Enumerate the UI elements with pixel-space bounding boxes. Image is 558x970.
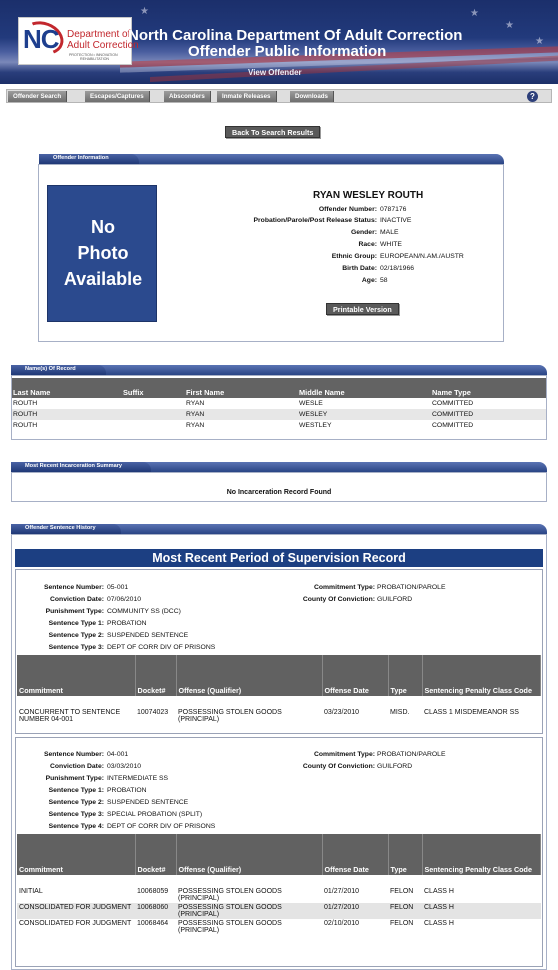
sentence-history-tab-label: Offender Sentence History	[25, 525, 96, 531]
cell: WESLE	[299, 400, 323, 407]
nav-absconders[interactable]: Absconders	[164, 91, 211, 102]
cell: COMMITTED	[431, 409, 546, 420]
commitment-type-value: PROBATION/PAROLE	[377, 584, 446, 591]
photo-text: Photo	[77, 243, 129, 263]
cell: RYAN	[185, 409, 298, 420]
cell: CLASS 1 MISDEMEANOR SS	[424, 709, 519, 716]
cell: INITIAL	[19, 888, 43, 895]
col-first-name: First Name	[185, 378, 298, 398]
logo-line2: Adult Correction	[67, 40, 139, 51]
race-value: WHITE	[380, 241, 402, 248]
conviction-date-label: Conviction Date:	[49, 763, 104, 770]
commitment-type-label: Commitment Type:	[313, 751, 375, 758]
incarceration-tab	[11, 462, 151, 472]
sentence-table	[17, 834, 541, 935]
col-penalty-class: Sentencing Penalty Class Code	[422, 655, 541, 696]
nav-inmate-releases[interactable]: Inmate Releases	[217, 91, 277, 102]
star-icon: ★	[140, 6, 149, 17]
help-icon[interactable]: ?	[527, 91, 538, 102]
table-row	[17, 919, 541, 935]
offender-number-value: 0787176	[380, 206, 407, 213]
sentence-type-3-label: Sentence Type 3:	[48, 644, 104, 651]
sentence-type-1-value: PROBATION	[107, 787, 147, 794]
ethnic-group-label: Ethnic Group:	[331, 253, 377, 260]
table-row	[12, 398, 546, 409]
cell: RYAN	[186, 400, 205, 407]
offender-number-label: Offender Number:	[318, 206, 377, 213]
col-offense-date: Offense Date	[322, 834, 388, 875]
cell: FELON	[388, 903, 422, 919]
sentence-type-1-value: PROBATION	[107, 620, 147, 627]
offender-name: RYAN WESLEY ROUTH	[313, 190, 424, 201]
cell: CONSOLIDATED FOR JUDGMENT	[17, 903, 135, 919]
cell: COMMITTED	[432, 422, 474, 429]
sentence-number-label: Sentence Number:	[43, 584, 104, 591]
punishment-type-value: INTERMEDIATE SS	[107, 775, 169, 782]
cell: 10068060	[135, 903, 176, 919]
site-title: North Carolina Department Of Adult Correction	[128, 27, 463, 44]
col-commitment: Commitment	[17, 834, 135, 875]
star-icon: ★	[470, 8, 479, 19]
star-icon: ★	[505, 20, 514, 31]
sentence-type-2-label: Sentence Type 2:	[48, 799, 104, 806]
cell: 10068059	[137, 888, 169, 895]
cell	[122, 420, 185, 431]
birth-date-value: 02/18/1966	[380, 265, 415, 272]
col-type: Type	[388, 655, 422, 696]
punishment-type-label: Punishment Type:	[45, 608, 104, 615]
county-label: County Of Conviction:	[302, 763, 375, 770]
conviction-date-label: Conviction Date:	[49, 596, 104, 603]
age-value: 58	[380, 277, 388, 284]
race-label: Race:	[358, 241, 377, 248]
cell: POSSESSING STOLEN GOODS (PRINCIPAL)	[178, 709, 282, 723]
col-docket: Docket#	[135, 834, 176, 875]
printable-version-button[interactable]: Printable Version	[326, 303, 399, 315]
commitment-type-label: Commitment Type:	[313, 584, 375, 591]
agency-logo[interactable]	[18, 17, 139, 65]
sentence-type-2-value: SUSPENDED SENTENCE	[107, 632, 189, 639]
cell	[122, 398, 185, 409]
col-offense: Offense (Qualifier)	[176, 655, 322, 696]
sentence-history-tab	[11, 524, 121, 534]
main-nav	[6, 89, 552, 103]
table-spacer-row	[17, 696, 541, 708]
cell: POSSESSING STOLEN GOODS (PRINCIPAL)	[178, 920, 282, 934]
nav-downloads[interactable]: Downloads	[290, 91, 334, 102]
ethnic-group-value: EUROPEAN/N.AM./AUSTR	[380, 253, 464, 260]
table-header-row	[17, 834, 541, 875]
cell: MISD.	[390, 709, 410, 716]
cell: 03/23/2010	[324, 709, 360, 716]
col-type: Type	[388, 834, 422, 875]
site-header	[0, 0, 558, 84]
cell: 10068464	[137, 920, 169, 927]
sentence-type-3-label: Sentence Type 3:	[48, 811, 104, 818]
col-offense: Offense (Qualifier)	[176, 834, 322, 875]
cell: WESTLEY	[299, 422, 332, 429]
cell: 01/27/2010	[324, 888, 360, 895]
sentence-number-value: 04-001	[107, 751, 129, 758]
supervision-banner: Most Recent Period of Supervision Record	[15, 549, 543, 567]
sentence-type-2-value: SUSPENDED SENTENCE	[107, 799, 189, 806]
cell: WESLEY	[298, 409, 431, 420]
col-suffix: Suffix	[122, 378, 185, 398]
names-table	[12, 378, 546, 431]
cell: CONSOLIDATED FOR JUDGMENT	[19, 920, 132, 927]
status-label: Probation/Parole/Post Release Status:	[253, 217, 377, 224]
nav-escapes-captures[interactable]: Escapes/Captures	[85, 91, 150, 102]
sentence-number-label: Sentence Number:	[43, 751, 104, 758]
no-incarceration-message: No Incarceration Record Found	[226, 489, 332, 496]
names-tab-label: Name(s) Of Record	[25, 366, 76, 372]
cell: POSSESSING STOLEN GOODS (PRINCIPAL)	[178, 888, 282, 902]
offender-photo-placeholder	[47, 185, 157, 322]
cell: FELON	[390, 920, 414, 927]
table-row	[12, 409, 546, 420]
county-value: GUILFORD	[377, 596, 413, 603]
col-commitment: Commitment	[17, 655, 135, 696]
conviction-date-value: 03/03/2010	[107, 763, 142, 770]
incarceration-panel	[11, 472, 547, 502]
county-value: GUILFORD	[377, 763, 413, 770]
punishment-type-value: COMMUNITY SS (DCC)	[107, 608, 181, 615]
names-tab	[11, 365, 106, 375]
cell: CONCURRENT TO SENTENCE NUMBER 04-001	[19, 709, 121, 723]
cell: COMMITTED	[432, 400, 474, 407]
table-spacer-row	[17, 875, 541, 887]
sentence-type-4-value: DEPT OF CORR DIV OF PRISONS	[107, 823, 216, 830]
conviction-date-value: 07/06/2010	[107, 596, 142, 603]
cell	[122, 409, 185, 420]
cell: FELON	[390, 888, 414, 895]
table-row	[17, 708, 541, 724]
cell: POSSESSING STOLEN GOODS (PRINCIPAL)	[176, 903, 322, 919]
nav-offender-search[interactable]: Offender Search	[8, 91, 67, 102]
offender-info-tab-label: Offender Information	[53, 155, 109, 161]
site-subtitle: Offender Public Information	[188, 43, 387, 60]
photo-text: No	[91, 217, 115, 237]
photo-text: Available	[63, 269, 143, 289]
sentence-type-1-label: Sentence Type 1:	[48, 620, 104, 627]
cell: ROUTH	[13, 422, 38, 429]
col-middle-name: Middle Name	[298, 378, 431, 398]
commitment-type-value: PROBATION/PAROLE	[377, 751, 446, 758]
sentence-type-3-value: DEPT OF CORR DIV OF PRISONS	[107, 644, 216, 651]
sentence-type-3-value: SPECIAL PROBATION (SPLIT)	[107, 811, 203, 818]
sentence-number-value: 05-001	[107, 584, 129, 591]
cell: CLASS H	[424, 888, 454, 895]
cell: CLASS H	[422, 903, 541, 919]
logo-tagline: PROTECTION • INNOVATION	[69, 53, 118, 57]
offender-info-tab	[39, 154, 139, 164]
col-penalty-class: Sentencing Penalty Class Code	[422, 834, 541, 875]
punishment-type-label: Punishment Type:	[45, 775, 104, 782]
table-header-row	[12, 378, 546, 398]
cell: RYAN	[186, 422, 205, 429]
logo-tagline-2: REHABILITATION	[80, 57, 110, 61]
table-header-row	[17, 655, 541, 696]
star-icon: ★	[535, 36, 544, 47]
county-label: County Of Conviction:	[302, 596, 375, 603]
sentence-type-4-label: Sentence Type 4:	[48, 823, 104, 830]
col-name-type: Name Type	[431, 378, 546, 398]
age-label: Age:	[361, 277, 377, 284]
sentence-type-1-label: Sentence Type 1:	[48, 787, 104, 794]
cell: 02/10/2010	[324, 920, 360, 927]
sentence-table	[17, 655, 541, 724]
table-row	[12, 420, 546, 431]
col-last-name: Last Name	[12, 378, 122, 398]
table-row	[17, 903, 541, 919]
col-offense-date: Offense Date	[322, 655, 388, 696]
gender-value: MALE	[380, 229, 399, 236]
incarceration-tab-label: Most Recent Incarceration Summary	[25, 463, 122, 469]
cell: ROUTH	[13, 400, 38, 407]
col-docket: Docket#	[135, 655, 176, 696]
sentence-type-2-label: Sentence Type 2:	[48, 632, 104, 639]
back-to-search-button[interactable]: Back To Search Results	[225, 126, 320, 138]
birth-date-label: Birth Date:	[342, 265, 377, 272]
table-row	[17, 887, 541, 903]
logo-nc: NC	[23, 24, 59, 54]
cell: 10074023	[137, 709, 169, 716]
cell: CLASS H	[424, 920, 454, 927]
status-value: INACTIVE	[380, 217, 412, 224]
logo-line1: Department of	[67, 29, 131, 40]
cell: 01/27/2010	[322, 903, 388, 919]
cell: ROUTH	[12, 409, 122, 420]
page-name: View Offender	[248, 68, 302, 77]
gender-label: Gender:	[350, 229, 377, 236]
